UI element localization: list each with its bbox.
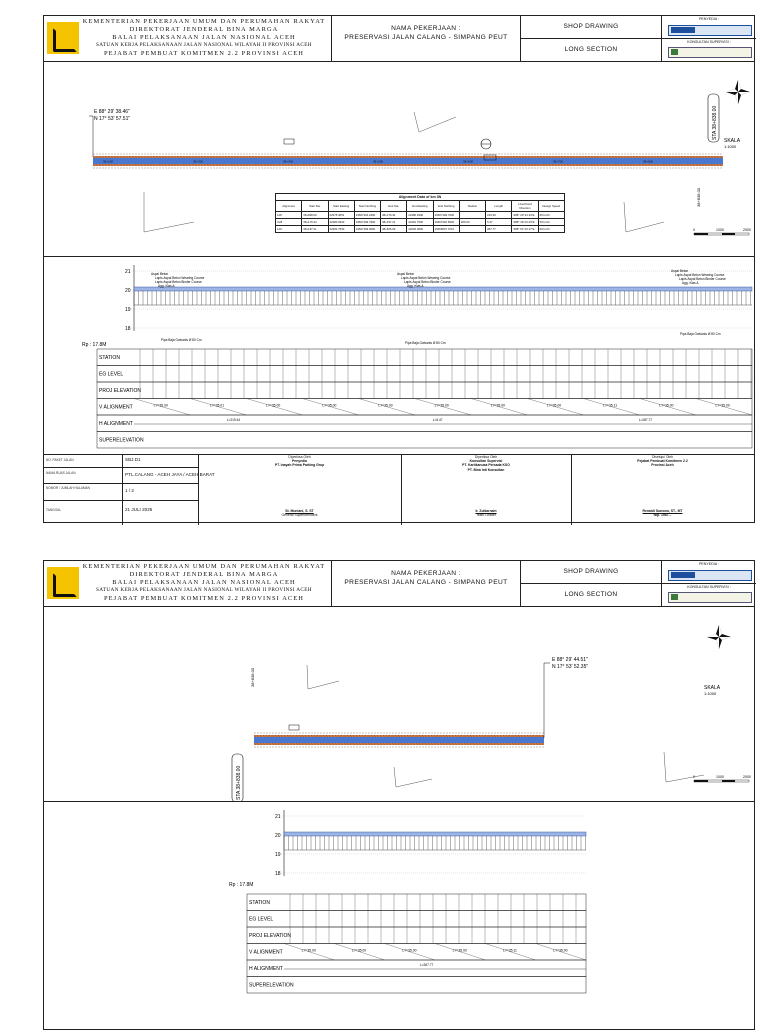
supervisor-logo-icon bbox=[668, 47, 752, 58]
profile-row-label: H ALIGNMENT bbox=[249, 966, 283, 972]
sta-label: STA 38+838.00 bbox=[236, 765, 242, 800]
drawing-sheet-1 bbox=[43, 15, 755, 523]
alignment-header-cell: End Sta. bbox=[381, 201, 407, 212]
plan-view bbox=[44, 607, 754, 802]
svg-text:Lapis Aspal Beton Binder Cours: Lapis Aspal Beton Binder Course bbox=[679, 277, 726, 281]
v-alignment-label: L?=35.00 bbox=[715, 403, 730, 408]
station-tick: 38+500 bbox=[373, 159, 384, 164]
sta-vertical-label: 38+838.00 bbox=[696, 187, 701, 207]
v-alignment-label: L?=35.00 bbox=[378, 403, 393, 408]
table-row: C28 38+179.44 22280.3940 19667199.7600 38+197.21 22281.7530 19667240.6530 200.00 5.47 S88° 39' 03.23"E 60 km/h bbox=[276, 219, 565, 226]
alignment-header-cell: Design Speed bbox=[538, 201, 564, 212]
profile-view bbox=[44, 801, 754, 1002]
svg-text:Lapis Aspal Beton Binder Cours: Lapis Aspal Beton Binder Course bbox=[155, 280, 202, 284]
elevation-tick: 18 bbox=[125, 326, 131, 332]
svg-text:Aspal Beton: Aspal Beton bbox=[397, 272, 415, 276]
v-alignment-label: L?=35.00 bbox=[546, 403, 562, 408]
table-row: L29 38+197.21 22281.7530 19667199.0060 38+825.09 22030.3830 19666007.0710 287.77 S88° 51' 00.17"E 60 km/h bbox=[276, 226, 565, 233]
station-tick: 38+800 bbox=[643, 159, 654, 164]
alignment-header-cell: Alignment bbox=[276, 201, 302, 212]
ministry-line: KEMENTERIAN PEKERJAAN UMUM DAN PERUMAHAN RAKYAT bbox=[82, 18, 326, 25]
rp-label: Rp : 17.8M bbox=[229, 882, 254, 888]
north-arrow-icon bbox=[726, 80, 750, 104]
profile-row-label: STATION bbox=[249, 900, 270, 906]
drawing-name: LONG SECTION bbox=[564, 591, 618, 598]
project-title: NAMA PEKERJAAN : PRESERVASI JALAN CALANG - SIMPANG PEUT bbox=[344, 25, 508, 41]
drawing-name: LONG SECTION bbox=[564, 46, 618, 53]
h-alignment-label: L=287.77 bbox=[419, 963, 434, 967]
h-alignment-label: L=219.44 bbox=[226, 418, 241, 422]
profile-row-label: PROJ ELEVATION bbox=[99, 388, 142, 394]
v-alignment-label: L?=35.00 bbox=[351, 948, 367, 953]
v-alignment-label: L?=35.00 bbox=[434, 403, 449, 408]
v-alignment-label: L?=35.00 bbox=[402, 948, 417, 953]
ministry-line: SATUAN KERJA PELAKSANAAN JALAN NASIONAL WILAYAH II PROVINSI ACEH bbox=[96, 41, 312, 48]
svg-text:Agg. Klas A: Agg. Klas A bbox=[682, 281, 699, 285]
sta-vertical-label: 38+838.00 bbox=[250, 667, 255, 687]
pu-logo-icon bbox=[47, 567, 79, 599]
h-alignment-label: L=287.77 bbox=[638, 418, 653, 422]
contractor-logo-icon bbox=[668, 25, 752, 36]
drawing-type: SHOP DRAWING bbox=[521, 561, 661, 584]
sheet-header bbox=[44, 16, 754, 62]
svg-text:Lapis Aspal Beton Wearing Cour: Lapis Aspal Beton Wearing Course bbox=[401, 276, 451, 280]
elevation-tick: 19 bbox=[125, 307, 131, 313]
consultant-block: PENYEDIA : KONSULTAN SUPERVISI : bbox=[662, 16, 756, 61]
svg-text:Pipa Baja Galvanis Ø 80 Cm: Pipa Baja Galvanis Ø 80 Cm bbox=[405, 341, 446, 345]
v-alignment-label: L?=35.11 bbox=[502, 948, 517, 953]
coord-n: N 17° 53' 52.35" bbox=[552, 664, 589, 670]
ministry-line: PEJABAT PEMBUAT KOMITMEN 2.2 PROVINSI ACEH bbox=[103, 49, 305, 57]
alignment-header-cell: Length bbox=[486, 201, 512, 212]
alignment-header-cell: Start Easting bbox=[328, 201, 354, 212]
project-title: NAMA PEKERJAAN : PRESERVASI JALAN CALANG - SIMPANG PEUT bbox=[344, 570, 508, 586]
scale-value: 1:1000 bbox=[724, 144, 737, 149]
north-arrow-icon bbox=[707, 625, 731, 649]
profile-view bbox=[44, 256, 754, 455]
table-row: L28 38+838.00 22375.3051 19667316.2400 38+179.44 22280.3940 19667199.7600 219.30 S88° 29' 34.34"E 60 km/h bbox=[276, 212, 565, 219]
sta-label: STA 38+838.00 bbox=[712, 105, 718, 140]
station-tick: 38+700 bbox=[553, 159, 564, 164]
ministry-line: BALAI PELAKSANAAN JALAN NASIONAL ACEH bbox=[112, 33, 296, 41]
profile-row-label: V ALIGNMENT bbox=[249, 949, 283, 956]
svg-text:2000: 2000 bbox=[743, 775, 751, 779]
supervisor-logo-icon bbox=[668, 592, 752, 603]
elevation-tick: 18 bbox=[275, 871, 281, 877]
v-alignment-label: L?=35.00 bbox=[490, 403, 506, 408]
v-alignment-label: L?=35.00 bbox=[659, 403, 674, 408]
elevation-tick: 20 bbox=[275, 833, 281, 839]
elevation-tick: 21 bbox=[125, 269, 131, 275]
svg-text:2000: 2000 bbox=[743, 228, 751, 232]
profile-row-label: V ALIGNMENT bbox=[99, 404, 133, 411]
v-alignment-label: L?=35.00 bbox=[553, 948, 568, 953]
alignment-table: Alignment Data of km 3N Alignment Start Sta. Start Easting Start Northing End Sta. End Easting End Northing Radius Length Line/Chord Direction Design Speed L28 38+838.00 22375.3051 19667316.2400 38+179.44 22280.3940 19667199.7600 219.30 S88° 29' 34.34"E 60 km/h C28 38+179.44 22280.3940 19667199.7600 38+197.21 22281.7530 19667240.6530 200.00 5.47 S88° 39' 03.23"E 60 km/h L29 38+197.21 22281.7530 19667199.0060 38+825.09 22030.3830 19666007.0710 287.77 S88° 51' 00.17"E 60 km/h bbox=[275, 193, 565, 233]
v-alignment-label: L?=35.00 bbox=[153, 403, 168, 408]
svg-text:Lapis Aspal Beton Wearing Cour: Lapis Aspal Beton Wearing Course bbox=[155, 276, 205, 280]
v-alignment-label: L?=35.00 bbox=[452, 948, 467, 953]
v-alignment-label: L?=35.01 bbox=[209, 403, 225, 408]
elevation-tick: 19 bbox=[275, 852, 281, 858]
station-tick: 38+300 bbox=[193, 159, 204, 164]
rp-label: Rp : 17.8M bbox=[82, 342, 107, 348]
svg-text:Aspal Beton: Aspal Beton bbox=[151, 272, 169, 276]
pu-logo-icon bbox=[47, 22, 79, 54]
scale-value: 1:1000 bbox=[704, 691, 717, 696]
coord-e: E 88° 29' 44.51" bbox=[552, 657, 588, 663]
alignment-header-cell: End Easting bbox=[407, 201, 433, 212]
title-block: NO. PAKET JALAN SBJ.D1 NAMA RUAS JALAN PTL.CALANG - ACEH JAYA / ACEH BARAT NOMOR / JUMLAH HALAMAN 1 / 2 TANGGAL 21 JULI 2025 Diperiksa Oleh Penyedia PT. Inayah Prima Parking Grup St. Muniani, S. ST General Superintendent Diperiksa Oleh Konsultan Supervisi PT. Kartikanusa Persada KSO PT. Bina Inti Konsultan Ir. Zulkarnain Team Leader Disetujui Oleh Pejabat Pembuat Komitmen 2.2 Provinsi Aceh Renaldi Suwono, ST., MT Nip. 1987... bbox=[44, 454, 754, 525]
station-tick: 38+400 bbox=[283, 159, 294, 164]
ministry-block: KEMENTERIAN PEKERJAAN UMUM DAN PERUMAHAN RAKYAT DIREKTORAT JENDERAL BINA MARGA BALAI PELAKSANAAN JALAN NASIONAL ACEH SATUAN KERJA PELAKSANAAN JALAN NASIONAL WILAYAH II PROVINSI ACEH PEJABAT PEMBUAT KOMITMEN 2.2 PROVINSI ACEH bbox=[82, 563, 326, 602]
svg-text:Pipa Baja Galvanis Ø 80 Cm: Pipa Baja Galvanis Ø 80 Cm bbox=[680, 332, 721, 336]
scale-label: SKALA bbox=[724, 138, 741, 144]
profile-row-label: SUPERELEVATION bbox=[99, 437, 144, 444]
alignment-header-cell: End Northing bbox=[433, 201, 459, 212]
ministry-line: DIREKTORAT JENDERAL BINA MARGA bbox=[129, 25, 279, 33]
sheet-header bbox=[44, 561, 754, 607]
contractor-logo-icon bbox=[668, 570, 752, 581]
profile-row-label: H ALIGNMENT bbox=[99, 421, 133, 427]
svg-text:Lapis Aspal Beton Wearing Cour: Lapis Aspal Beton Wearing Course bbox=[675, 273, 725, 277]
profile-row-label: EG LEVEL bbox=[99, 371, 124, 378]
drawing-sheet-2 bbox=[43, 560, 755, 1030]
svg-text:0: 0 bbox=[693, 228, 695, 232]
svg-text:Lapis Aspal Beton Binder Cours: Lapis Aspal Beton Binder Course bbox=[404, 280, 451, 284]
station-tick: 38+600 bbox=[463, 159, 474, 164]
coord-n: N 17° 53' 57.51" bbox=[94, 116, 131, 122]
svg-text:Aspal Beton: Aspal Beton bbox=[671, 269, 689, 273]
profile-row-label: PROJ ELEVATION bbox=[249, 933, 292, 939]
v-alignment-label: L?=35.00 bbox=[301, 948, 316, 953]
alignment-header-cell: Radius bbox=[459, 201, 485, 212]
svg-text:Pipa Baja Galvanis Ø 80 Cm: Pipa Baja Galvanis Ø 80 Cm bbox=[161, 338, 202, 342]
consultant-block: PENYEDIA : KONSULTAN SUPERVISI : bbox=[662, 561, 756, 606]
profile-row-label: SUPERELEVATION bbox=[249, 982, 294, 989]
drawing-type: SHOP DRAWING bbox=[521, 16, 661, 39]
h-alignment-label: L=5.47 bbox=[432, 418, 443, 422]
svg-text:Agg. Klas A: Agg. Klas A bbox=[158, 284, 175, 288]
svg-text:1000: 1000 bbox=[716, 228, 724, 232]
profile-row-label: EG LEVEL bbox=[249, 916, 274, 923]
alignment-header-cell: Start Sta. bbox=[302, 201, 328, 212]
svg-text:Agg. Klas A: Agg. Klas A bbox=[407, 284, 424, 288]
ministry-block bbox=[82, 18, 326, 58]
svg-text:1000: 1000 bbox=[716, 775, 724, 779]
scale-label: SKALA bbox=[704, 685, 721, 691]
coord-e: E 88° 29' 38.46" bbox=[94, 109, 130, 115]
elevation-tick: 20 bbox=[125, 288, 131, 294]
v-alignment-label: L?=35.00 bbox=[322, 403, 337, 408]
profile-row-label: STATION bbox=[99, 355, 120, 361]
station-tick: 38+100 bbox=[103, 159, 114, 164]
elevation-tick: 21 bbox=[275, 814, 281, 820]
v-alignment-label: L?=35.11 bbox=[603, 403, 618, 408]
svg-text:0: 0 bbox=[693, 775, 695, 779]
alignment-header-cell: Start Northing bbox=[354, 201, 380, 212]
alignment-header-cell: Line/Chord Direction bbox=[512, 201, 538, 212]
v-alignment-label: L?=35.00 bbox=[266, 403, 281, 408]
